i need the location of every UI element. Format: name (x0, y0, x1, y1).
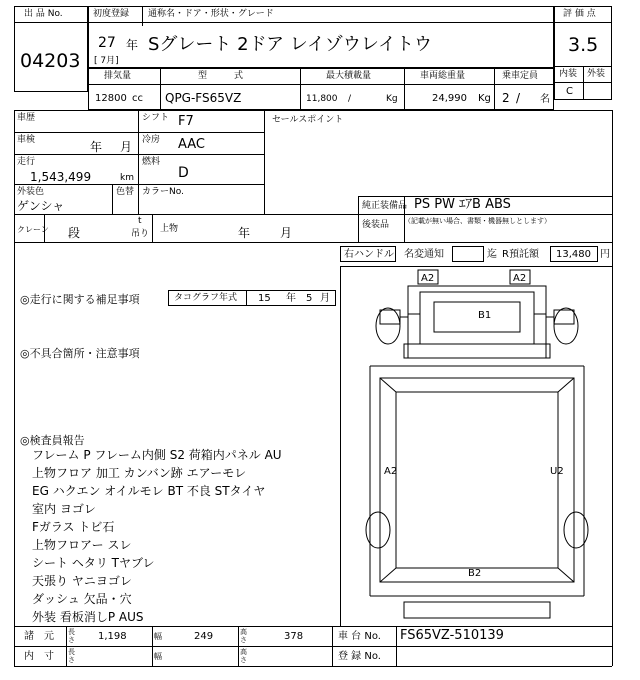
vehicle-name-label: 通称名・ドア・形状・グレード (148, 9, 274, 19)
recycle-label: R預託額 (502, 249, 539, 260)
history-label: 車歴 (17, 113, 36, 123)
damage-u2-right-side: U2 (550, 466, 564, 477)
report-line: 外装 看板消しP AUS (32, 610, 144, 624)
shift-label: シフト (142, 113, 170, 123)
tachograph-label: タコグラフ年式 (174, 293, 238, 303)
name-change-box (452, 246, 484, 262)
report-line: フレーム P フレーム内側 S2 荷箱内パネル AU (32, 448, 282, 462)
gross-weight: 24,990 (432, 93, 467, 104)
length-label: 長さ (68, 628, 75, 644)
color-change-label: 色替 (116, 187, 135, 197)
chassis-label: 車 台 No. (338, 631, 381, 642)
ac-label: 冷房 (142, 135, 161, 145)
exterior-grade-label: 外装 (587, 69, 606, 79)
recycle-unit: 円 (600, 249, 610, 260)
tachograph-month-unit: 月 (320, 293, 330, 304)
height: 378 (284, 631, 304, 642)
upper-body-month-unit: 月 (280, 226, 293, 240)
first-registration-label: 初度登録 (93, 9, 130, 19)
displacement-unit: cc (132, 93, 143, 104)
capacity-label: 乗車定員 (502, 71, 539, 81)
height-label: 高さ (240, 628, 247, 644)
max-load-label: 最大積載量 (326, 71, 372, 81)
capacity-slash: / (516, 91, 521, 105)
lot-number: 04203 (20, 50, 81, 72)
damage-b2-rear: B2 (468, 568, 482, 579)
inspection-label: 車検 (17, 135, 36, 145)
registration-month: [ 7月] (94, 56, 119, 66)
fuel-type: D (178, 165, 189, 181)
report-line: Fガラス トビ石 (32, 520, 115, 534)
width: 249 (194, 631, 214, 642)
crane-ton-unit: t (138, 216, 142, 226)
crane-stage-unit: 段 (68, 226, 81, 240)
seating-capacity: 2 (502, 91, 510, 105)
damage-a2-left-side: A2 (384, 466, 398, 477)
interior-grade-label: 内装 (559, 69, 578, 79)
inner-dimensions-label: 内 寸 (24, 651, 54, 662)
registration-year: 27 (98, 35, 116, 51)
length: 1,198 (98, 631, 127, 642)
report-line: 室内 ヨゴレ (32, 502, 96, 516)
rhd-label: 右ハンドル (344, 249, 394, 260)
width-label: 幅 (154, 632, 162, 641)
chassis-number: FS65VZ-510139 (400, 628, 504, 643)
upper-body-label: 上物 (160, 224, 179, 234)
report-line: 上物フロアー スレ (32, 538, 132, 552)
model-code: QPG-FS65VZ (165, 91, 242, 105)
registration-year-unit: 年 (126, 38, 139, 52)
report-line: 上物フロア 加工 カンバン跡 エアーモレ (32, 466, 247, 480)
gross-weight-unit: Kg (478, 93, 491, 104)
damage-a2-front-right: A2 (513, 273, 527, 284)
dimensions-label: 諸 元 (24, 631, 54, 642)
damage-b1-cab: B1 (478, 310, 492, 321)
defects-label: ◎不具合箇所・注意事項 (20, 347, 140, 360)
lot-number-label: 出 品 No. (24, 9, 63, 19)
vehicle-name: Sグレート 2ドア レイゾウレイトウ (148, 34, 432, 55)
displacement: 12800 (95, 93, 127, 104)
report-line: ダッシュ 欠品・穴 (32, 592, 132, 606)
inner-width-label: 幅 (154, 652, 162, 661)
capacity-unit: 名 (540, 94, 550, 105)
tachograph-year-unit: 年 (286, 293, 296, 304)
mileage-label: 走行 (17, 157, 36, 167)
tachograph-year: 15 (258, 293, 271, 304)
displacement-label: 排気量 (104, 71, 132, 81)
truck-damage-diagram (340, 266, 612, 626)
max-load-unit: Kg (386, 94, 398, 104)
until-label: 迄 (487, 249, 497, 260)
shift: F7 (178, 114, 194, 129)
name-change-label: 名変通知 (404, 249, 444, 260)
gross-weight-label: 車両総重量 (420, 71, 466, 81)
report-line: シート ヘタリ Tヤブレ (32, 556, 155, 570)
upper-body-year-unit: 年 (238, 226, 251, 240)
equipment: PS PW ｴｱB ABS (414, 197, 511, 212)
crane-lift-unit: 吊り (131, 229, 150, 239)
max-load: 11,800 (306, 94, 338, 104)
air-conditioning: AAC (178, 137, 205, 152)
inspection-year-unit: 年 (90, 140, 103, 154)
damage-a2-front-left: A2 (421, 273, 435, 284)
fuel-label: 燃料 (142, 157, 161, 167)
mileage: 1,543,499 (30, 170, 92, 184)
aftermarket-label: 後装品 (362, 220, 390, 230)
inspector-report-label: ◎検査員報告 (20, 434, 85, 447)
report-line: 天張り ヤニヨゴレ (32, 574, 132, 588)
inspection-month-unit: 月 (120, 140, 133, 154)
aftermarket-note: （記載が無い場合、書類・機器無しとします） (404, 217, 551, 225)
report-line: EG ハクエン オイルモレ BT 不良 STタイヤ (32, 484, 266, 498)
exterior-color-label: 外装色 (17, 187, 45, 197)
sales-point-label: セールスポイント (272, 115, 344, 125)
score: 3.5 (568, 34, 599, 56)
crane-label: クレーン (17, 225, 49, 234)
inner-height-label: 高さ (240, 648, 247, 664)
model-label: 型 式 (198, 71, 244, 81)
max-load-slash: / (348, 94, 352, 104)
mileage-unit: km (120, 173, 134, 183)
inner-length-label: 長さ (68, 648, 75, 664)
interior-grade: C (566, 86, 573, 97)
color-code-label: カラーNo. (142, 187, 184, 197)
equipment-label: 純正装備品 (362, 201, 408, 211)
running-notes-label: ◎走行に関する補足事項 (20, 293, 140, 306)
recycle-amount: 13,480 (556, 249, 591, 260)
score-label: 評 価 点 (563, 9, 596, 19)
exterior-color: ゲンシャ (17, 199, 65, 213)
registration-label: 登 録 No. (338, 651, 381, 662)
tachograph-month: 5 (306, 293, 313, 304)
